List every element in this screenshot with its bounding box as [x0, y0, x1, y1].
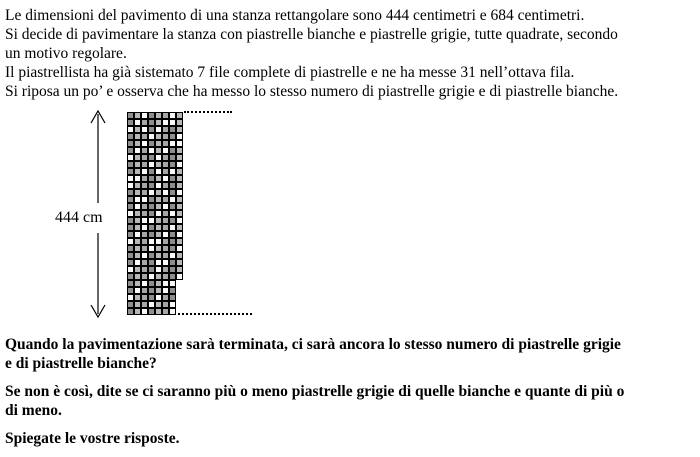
gray-tile	[176, 112, 183, 119]
white-tile	[169, 252, 176, 259]
gray-tile	[141, 266, 148, 273]
gray-tile	[155, 119, 162, 126]
white-tile	[141, 308, 148, 315]
white-tile	[134, 196, 141, 203]
gray-tile	[169, 294, 176, 301]
white-tile	[169, 224, 176, 231]
question-paragraph	[5, 382, 697, 420]
gray-tile	[155, 252, 162, 259]
gray-tile	[127, 273, 134, 280]
gray-tile	[169, 203, 176, 210]
gray-tile	[176, 203, 183, 210]
gray-tile	[169, 273, 176, 280]
white-tile	[169, 308, 176, 315]
white-tile	[134, 147, 141, 154]
gray-tile	[141, 259, 148, 266]
gray-tile	[169, 259, 176, 266]
gray-tile	[127, 189, 134, 196]
gray-tile	[169, 161, 176, 168]
gray-tile	[155, 245, 162, 252]
white-tile	[176, 217, 183, 224]
gray-tile	[155, 280, 162, 287]
white-tile	[148, 147, 155, 154]
gray-tile	[127, 217, 134, 224]
question-line: Se non è così, dite se ci saranno più o meno piastrelle grigie di quelle bianche e quante di più o	[5, 383, 625, 400]
gray-tile	[162, 168, 169, 175]
gray-tile	[169, 147, 176, 154]
white-tile	[169, 168, 176, 175]
gray-tile	[141, 231, 148, 238]
white-tile	[169, 210, 176, 217]
white-tile	[162, 287, 169, 294]
gray-tile	[141, 287, 148, 294]
gray-tile	[155, 301, 162, 308]
gray-tile	[148, 203, 155, 210]
gray-tile	[155, 140, 162, 147]
gray-tile	[148, 154, 155, 161]
gray-tile	[148, 210, 155, 217]
gray-tile	[169, 245, 176, 252]
gray-tile	[155, 203, 162, 210]
gray-tile	[134, 238, 141, 245]
white-tile	[148, 217, 155, 224]
gray-tile	[141, 301, 148, 308]
white-tile	[127, 294, 134, 301]
gray-tile	[162, 210, 169, 217]
gray-tile	[134, 168, 141, 175]
gray-tile	[141, 154, 148, 161]
gray-tile	[155, 231, 162, 238]
gray-tile	[162, 266, 169, 273]
gray-tile	[127, 252, 134, 259]
gray-tile	[155, 308, 162, 315]
question-paragraph	[5, 335, 697, 373]
gray-tile	[155, 217, 162, 224]
gray-tile	[155, 175, 162, 182]
gray-tile	[134, 266, 141, 273]
gray-tile	[141, 133, 148, 140]
gray-tile	[134, 140, 141, 147]
white-tile	[141, 196, 148, 203]
white-tile	[155, 182, 162, 189]
gray-tile	[134, 126, 141, 133]
white-tile	[134, 259, 141, 266]
gray-tile	[127, 168, 134, 175]
white-tile	[148, 301, 155, 308]
gray-tile	[127, 259, 134, 266]
white-tile	[176, 273, 183, 280]
white-tile	[155, 238, 162, 245]
gray-tile	[148, 182, 155, 189]
gray-tile	[162, 133, 169, 140]
gray-tile	[155, 133, 162, 140]
gray-tile	[148, 280, 155, 287]
gray-tile	[134, 301, 141, 308]
white-tile	[162, 147, 169, 154]
white-tile	[176, 133, 183, 140]
gray-tile	[127, 133, 134, 140]
question-paragraph	[5, 429, 697, 448]
gray-tile	[148, 287, 155, 294]
gray-tile	[127, 161, 134, 168]
gray-tile	[127, 147, 134, 154]
gray-tile	[134, 280, 141, 287]
white-tile	[141, 252, 148, 259]
white-tile	[169, 119, 176, 126]
question-line: e di piastrelle bianche?	[5, 355, 157, 372]
white-tile	[141, 217, 148, 224]
gray-tile	[155, 224, 162, 231]
gray-tile	[141, 161, 148, 168]
gray-tile	[155, 189, 162, 196]
gray-tile	[141, 147, 148, 154]
problem-statement-line: Si riposa un po’ e osserva che ha messo lo stesso numero di piastrelle grigie e di piastrelle bianche.	[5, 83, 619, 100]
gray-tile	[148, 168, 155, 175]
white-tile	[148, 161, 155, 168]
white-tile	[127, 126, 134, 133]
white-tile	[155, 126, 162, 133]
gray-tile	[169, 126, 176, 133]
gray-tile	[127, 231, 134, 238]
gray-tile	[169, 133, 176, 140]
question-line: Spiegate le vostre risposte.	[5, 430, 180, 447]
gray-tile	[162, 217, 169, 224]
tile-grid	[127, 112, 183, 315]
problem-statement-line: un motivo regolare.	[5, 45, 127, 62]
white-tile	[134, 231, 141, 238]
white-tile	[127, 175, 134, 182]
gray-tile	[155, 273, 162, 280]
white-tile	[176, 161, 183, 168]
gray-tile	[134, 154, 141, 161]
gray-tile	[141, 273, 148, 280]
gray-tile	[148, 259, 155, 266]
gray-tile	[141, 210, 148, 217]
white-tile	[134, 203, 141, 210]
gray-tile	[127, 245, 134, 252]
gray-tile	[148, 175, 155, 182]
gray-tile	[141, 175, 148, 182]
gray-tile	[141, 245, 148, 252]
white-tile	[148, 238, 155, 245]
gray-tile	[148, 294, 155, 301]
gray-tile	[148, 119, 155, 126]
gray-tile	[176, 168, 183, 175]
gray-tile	[162, 161, 169, 168]
gray-tile	[155, 112, 162, 119]
white-tile	[134, 119, 141, 126]
dimension-label: 444 cm	[55, 208, 119, 228]
gray-tile	[169, 182, 176, 189]
gray-tile	[127, 280, 134, 287]
white-tile	[162, 189, 169, 196]
gray-tile	[176, 259, 183, 266]
gray-tile	[127, 224, 134, 231]
gray-tile	[169, 154, 176, 161]
white-tile	[141, 112, 148, 119]
question-line: Quando la pavimentazione sarà terminata, ci sarà ancora lo stesso numero di piastrelle grigie	[5, 336, 621, 353]
white-tile	[162, 231, 169, 238]
gray-tile	[176, 266, 183, 273]
white-tile	[155, 154, 162, 161]
white-tile	[155, 168, 162, 175]
gray-tile	[148, 252, 155, 259]
gray-tile	[162, 245, 169, 252]
gray-tile	[127, 196, 134, 203]
gray-tile	[162, 224, 169, 231]
gray-tile	[169, 231, 176, 238]
gray-tile	[141, 189, 148, 196]
white-tile	[155, 294, 162, 301]
floor-diagram	[0, 105, 700, 330]
room-edge-dotted-line-bottom	[178, 313, 252, 315]
gray-tile	[169, 238, 176, 245]
white-tile	[141, 140, 148, 147]
white-tile	[127, 154, 134, 161]
gray-tile	[141, 294, 148, 301]
gray-tile	[134, 189, 141, 196]
white-tile	[141, 126, 148, 133]
white-tile	[162, 175, 169, 182]
white-tile	[176, 245, 183, 252]
white-tile	[134, 175, 141, 182]
gray-tile	[148, 266, 155, 273]
gray-tile	[134, 308, 141, 315]
problem-statement-line: Il piastrellista ha già sistemato 7 file complete di piastrelle e ne ha messe 31 nell’ottava fila.	[5, 64, 575, 81]
gray-tile	[169, 217, 176, 224]
questions	[5, 335, 697, 457]
gray-tile	[134, 252, 141, 259]
gray-tile	[134, 294, 141, 301]
white-tile	[148, 273, 155, 280]
gray-tile	[155, 161, 162, 168]
white-tile	[176, 189, 183, 196]
gray-tile	[162, 252, 169, 259]
gray-tile	[162, 154, 169, 161]
gray-tile	[176, 252, 183, 259]
white-tile	[169, 140, 176, 147]
gray-tile	[134, 112, 141, 119]
white-tile	[176, 231, 183, 238]
white-tile	[169, 301, 176, 308]
gray-tile	[141, 203, 148, 210]
white-tile	[155, 259, 162, 266]
gray-tile	[148, 224, 155, 231]
gray-tile	[127, 301, 134, 308]
gray-tile	[162, 294, 169, 301]
gray-tile	[148, 231, 155, 238]
gray-tile	[176, 175, 183, 182]
gray-tile	[162, 273, 169, 280]
gray-tile	[141, 182, 148, 189]
question-line: di meno.	[5, 402, 62, 419]
gray-tile	[148, 126, 155, 133]
white-tile	[176, 140, 183, 147]
gray-tile	[169, 287, 176, 294]
gray-tile	[148, 140, 155, 147]
white-tile	[162, 259, 169, 266]
gray-tile	[148, 112, 155, 119]
white-tile	[127, 238, 134, 245]
gray-tile	[148, 308, 155, 315]
problem-statement-line: Si decide di pavimentare la stanza con piastrelle bianche e piastrelle grigie, tutte quadrate, secondo	[5, 26, 618, 43]
gray-tile	[127, 119, 134, 126]
gray-tile	[162, 238, 169, 245]
gray-tile	[148, 196, 155, 203]
gray-tile	[127, 140, 134, 147]
gray-tile	[162, 196, 169, 203]
gray-tile	[141, 238, 148, 245]
gray-tile	[134, 224, 141, 231]
white-tile	[134, 287, 141, 294]
white-tile	[148, 245, 155, 252]
gray-tile	[134, 210, 141, 217]
gray-tile	[162, 308, 169, 315]
gray-tile	[169, 266, 176, 273]
white-tile	[127, 266, 134, 273]
gray-tile	[162, 301, 169, 308]
white-tile	[141, 224, 148, 231]
gray-tile	[127, 112, 134, 119]
gray-tile	[176, 154, 183, 161]
gray-tile	[176, 224, 183, 231]
gray-tile	[162, 140, 169, 147]
gray-tile	[134, 161, 141, 168]
white-tile	[141, 168, 148, 175]
gray-tile	[134, 133, 141, 140]
white-tile	[162, 119, 169, 126]
gray-tile	[127, 287, 134, 294]
gray-tile	[176, 126, 183, 133]
problem-statement-line: Le dimensioni del pavimento di una stanza rettangolare sono 444 centimetri e 684 centimetri.	[5, 7, 585, 24]
gray-tile	[176, 210, 183, 217]
white-tile	[162, 203, 169, 210]
gray-tile	[155, 287, 162, 294]
gray-tile	[169, 189, 176, 196]
gray-tile	[155, 147, 162, 154]
white-tile	[148, 189, 155, 196]
white-tile	[155, 266, 162, 273]
gray-tile	[134, 273, 141, 280]
gray-tile	[127, 203, 134, 210]
white-tile	[162, 280, 169, 287]
gray-tile	[162, 112, 169, 119]
white-tile	[148, 133, 155, 140]
gray-tile	[176, 147, 183, 154]
gray-tile	[176, 238, 183, 245]
white-tile	[141, 280, 148, 287]
problem-statement	[5, 6, 697, 101]
gray-tile	[176, 182, 183, 189]
room-edge-dotted-line-top	[184, 111, 232, 113]
gray-tile	[141, 119, 148, 126]
gray-tile	[176, 119, 183, 126]
gray-tile	[134, 182, 141, 189]
gray-tile	[155, 196, 162, 203]
gray-tile	[134, 217, 141, 224]
white-tile	[169, 196, 176, 203]
gray-tile	[162, 182, 169, 189]
gray-tile	[127, 308, 134, 315]
white-tile	[169, 112, 176, 119]
white-tile	[127, 182, 134, 189]
gray-tile	[134, 245, 141, 252]
gray-tile	[162, 126, 169, 133]
white-tile	[127, 210, 134, 217]
white-tile	[155, 210, 162, 217]
white-tile	[169, 280, 176, 287]
gray-tile	[176, 196, 183, 203]
gray-tile	[169, 175, 176, 182]
